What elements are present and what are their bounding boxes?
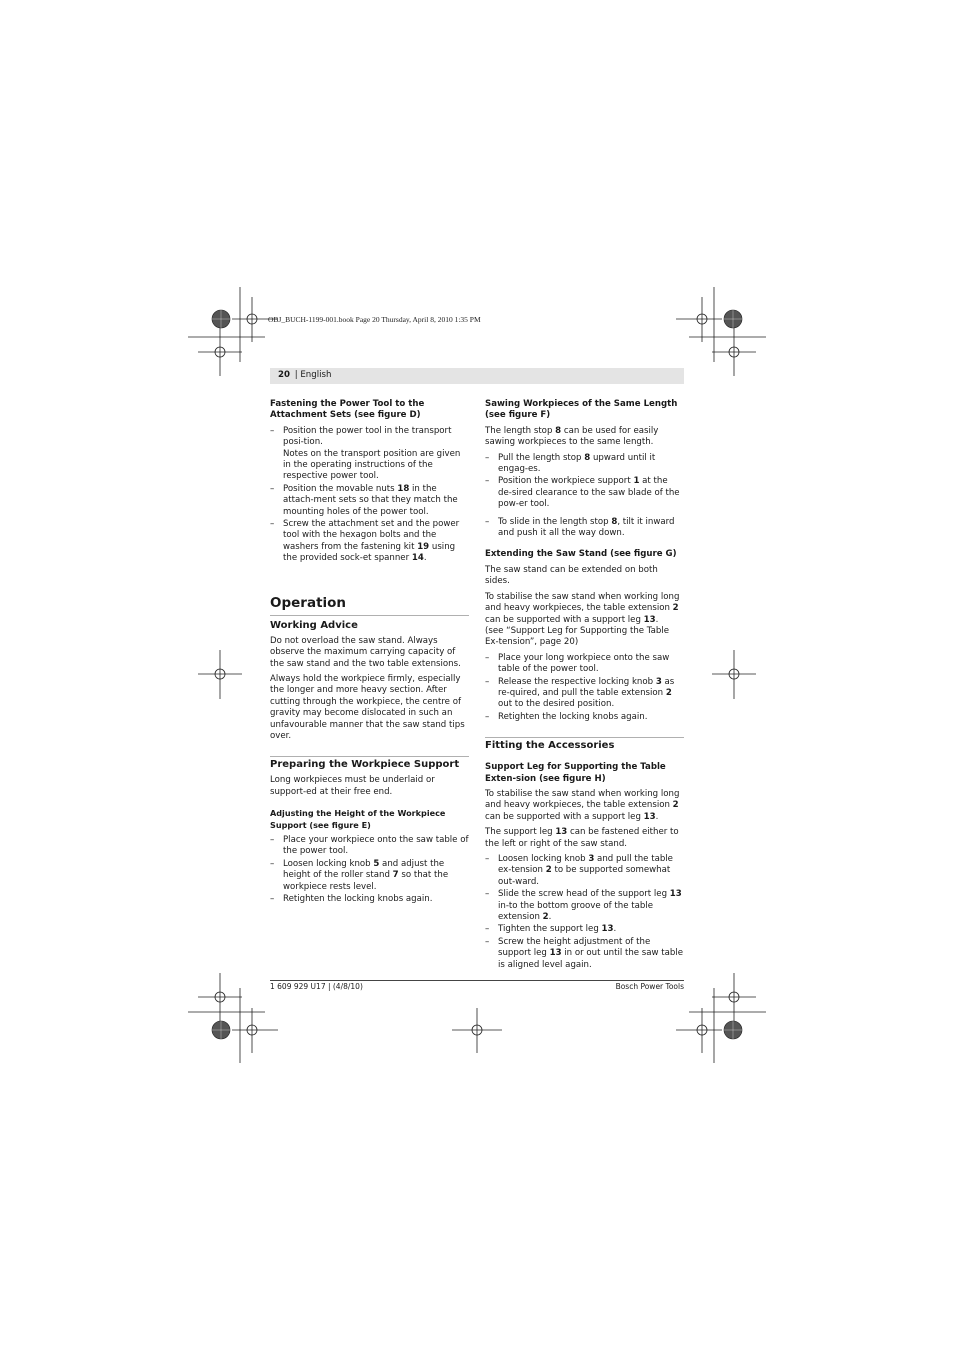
fastening-steps (270, 426, 469, 565)
text-segment: and adjust the height of the roller stand (283, 858, 445, 881)
list-item (485, 937, 684, 971)
footer-code: 1 609 929 U17 | (4/8/10) (270, 982, 363, 991)
list-item (485, 712, 684, 723)
paragraph: The saw stand can be extended on both sides. (485, 564, 658, 587)
text-segment: can be used for easily sawing workpieces to the same length. (485, 425, 659, 448)
part-number: 14 (411, 553, 424, 564)
footer-rule (270, 980, 684, 981)
text-segment: can be supported with a support leg (485, 614, 644, 625)
text-segment: Notes on the transport position are given in the operating instructions of the respective power tool. (283, 448, 461, 482)
text-segment: The support leg (485, 827, 556, 838)
list-item (270, 835, 469, 858)
text-segment: Screw the attachment set and the power tool with the hexagon bolts and the washers from the fastening kit (283, 519, 460, 552)
text-segment: Place your workpiece onto the saw table of the power tool. (283, 834, 469, 857)
list-item (485, 517, 684, 540)
text-segment: and pull the table ex-tension (498, 854, 673, 876)
text-segment: Tighten the support leg (498, 924, 602, 935)
list-item (485, 889, 684, 923)
part-number: 2 (665, 687, 672, 698)
paragraph (485, 789, 684, 823)
paragraph (485, 592, 684, 649)
text-segment: . (655, 614, 659, 625)
list-item (485, 653, 684, 676)
page-header (270, 368, 684, 384)
text-segment: in or out until the saw table is aligned level again. (498, 948, 684, 970)
paragraph: Do not overload the saw stand. Always observe the maximum carrying capacity of the saw stand and the two table extensions. (270, 635, 461, 669)
text-segment: Position the movable nuts (283, 483, 398, 494)
part-number: 13 (549, 948, 562, 959)
part-number: 2 (672, 800, 679, 811)
right-column (485, 399, 684, 975)
list-item (485, 476, 684, 510)
paragraph (485, 827, 684, 850)
part-number: 2 (542, 912, 549, 923)
extending-steps (485, 653, 684, 723)
text-segment: upward until it engag-es. (498, 452, 656, 475)
text-segment: Loosen locking knob (498, 854, 589, 864)
part-number: 13 (643, 811, 656, 822)
sawing-heading: Sawing Workpieces of the Same Length (see figure F) (485, 399, 678, 421)
preparing-heading: Preparing the Workpiece Support (270, 756, 469, 771)
part-number: 8 (584, 452, 591, 463)
adjusting-heading: Adjusting the Height of the Workpiece Support (see figure E) (270, 808, 446, 830)
text-segment: To slide in the length stop (498, 516, 612, 527)
header-language (292, 370, 331, 380)
text-segment: Slide the screw head of the support leg (498, 889, 670, 900)
book-info-line: OBJ_BUCH-1199-001.book Page 20 Thursday, April 8, 2010 1:35 PM (268, 315, 481, 324)
text-segment: in the attach-ment sets so that they match the mounting holes of the power tool. (283, 483, 458, 517)
footer-brand: Bosch Power Tools (615, 982, 684, 991)
part-number: 8 (555, 425, 562, 436)
text-segment: as re-quired, and pull the table extension (498, 676, 675, 698)
section-fastening-title: Fastening the Power Tool to the Attachment Sets (see figure D) (270, 399, 425, 421)
text-segment: Screw the height adjustment of the support leg (498, 936, 651, 959)
text-segment: To stabilise the saw stand when working long and heavy workpieces, the table extension (485, 788, 680, 811)
list-item (270, 859, 469, 893)
text-segment: To stabilise the saw stand when working long and heavy workpieces, the table extension (485, 591, 680, 614)
part-number: 13 (669, 889, 682, 900)
working-advice-heading: Working Advice (270, 619, 358, 631)
text-segment: . (613, 924, 617, 935)
left-column (270, 399, 469, 909)
fitting-accessories-heading: Fitting the Accessories (485, 737, 684, 752)
text-segment: Pull the length stop (498, 452, 585, 463)
part-number: 3 (655, 676, 662, 687)
part-number: 19 (417, 541, 430, 552)
text-segment: using the provided sock-et spanner (283, 541, 456, 564)
text-segment: Retighten the locking knobs again. (283, 894, 433, 904)
text-segment: Retighten the locking knobs again. (498, 711, 648, 722)
list-item (485, 924, 684, 935)
support-leg-heading: Support Leg for Supporting the Table Exten-sion (see figure H) (485, 762, 666, 784)
text-segment: can be supported with a support leg (485, 811, 644, 822)
list-item (485, 677, 684, 711)
text-segment: Release the respective locking knob (498, 676, 656, 687)
list-item (270, 484, 469, 518)
part-number: 13 (643, 614, 656, 625)
text-segment: to be supported somewhat out-ward. (498, 865, 671, 887)
text-segment: Position the power tool in the transport posi-tion. (283, 425, 452, 448)
text-segment: so that the workpiece rests level. (283, 870, 449, 892)
text-segment: . (655, 811, 659, 822)
list-item (270, 519, 469, 565)
list-item (485, 854, 684, 888)
part-number: 8 (611, 516, 618, 527)
operation-heading: Operation (270, 595, 469, 616)
header-separator: | (292, 370, 301, 380)
text-segment: Position the workpiece support (498, 476, 634, 487)
part-number: 2 (545, 865, 552, 876)
sawing-steps (485, 453, 684, 540)
part-number: 18 (397, 483, 410, 494)
text-segment: . (423, 553, 427, 564)
support-leg-steps (485, 854, 684, 971)
text-segment: at the de-sired clearance to the saw blade of the pow-er tool. (498, 476, 680, 510)
part-number: 2 (672, 603, 679, 614)
paragraph (485, 426, 684, 449)
extending-heading: Extending the Saw Stand (see figure G) (485, 549, 677, 560)
text-segment: Loosen locking knob (283, 858, 374, 869)
language-label: English (300, 370, 332, 380)
text-segment: The length stop (485, 425, 556, 436)
cross-reference: (see “Support Leg for Supporting the Table Ex-tension”, page 20) (485, 625, 670, 648)
part-number: 13 (601, 924, 614, 935)
list-item (485, 453, 684, 476)
text-segment: . (548, 912, 552, 923)
list-item (270, 894, 469, 905)
part-number: 13 (555, 827, 568, 838)
text-segment: can be fastened either to the left or right of the saw stand. (485, 827, 679, 849)
text-segment: Place your long workpiece onto the saw table of the power tool. (498, 652, 670, 675)
text-segment: , tilt it inward and push it all the way down. (498, 516, 675, 539)
part-number: 5 (373, 858, 380, 869)
page-number: 20 (278, 370, 290, 380)
paragraph: Long workpieces must be underlaid or support-ed at their free end. (270, 775, 435, 797)
part-number: 3 (588, 854, 595, 864)
part-number: 1 (633, 476, 640, 487)
part-number: 7 (392, 870, 399, 881)
list-item (270, 426, 469, 483)
text-segment: in-to the bottom groove of the table extension (498, 900, 653, 923)
text-segment: out to the desired position. (498, 699, 615, 710)
paragraph: Always hold the workpiece firmly, especially the longer and more heavy section. After cutting through the workpiece, the centre of gravity may become dislocated in such an unfavourable manner that the saw stand tips over. (270, 673, 465, 741)
adjusting-steps (270, 835, 469, 905)
rich-text (485, 592, 679, 625)
